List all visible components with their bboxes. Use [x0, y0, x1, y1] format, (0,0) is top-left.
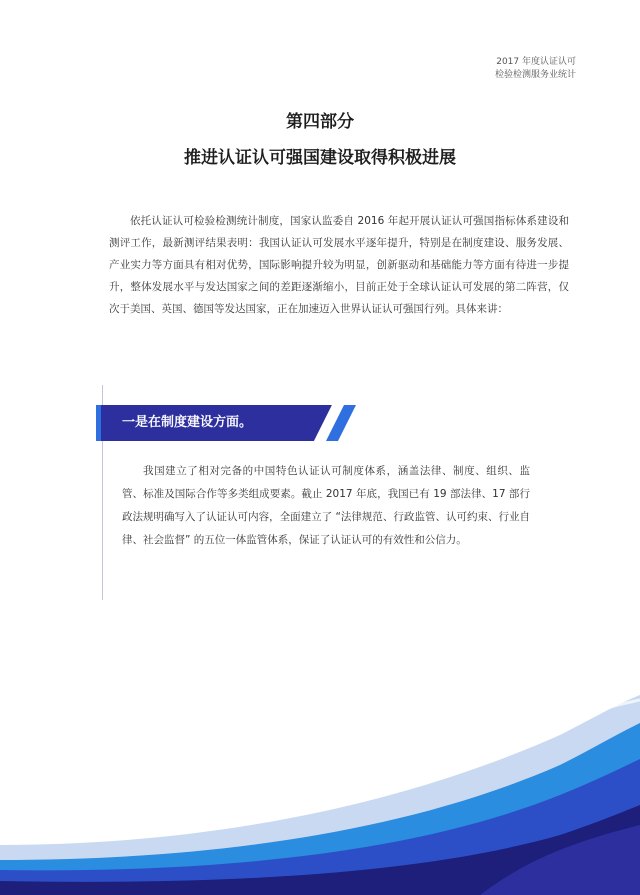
- banner-label: 一是在制度建设方面。: [122, 415, 253, 430]
- part-heading: 推进认证认可强国建设取得积极进展: [184, 148, 456, 168]
- decorative-waves: [0, 695, 640, 895]
- section-body-paragraph: 我国建立了相对完备的中国特色认证认可制度体系，涵盖法律、制度、组织、监管、标准及国际合作等多类组成要素。截止 2017 年底，我国已有 19 部法律、17 部行政法规明确写入了认证认可内容，全面建立了 “法律规范、行政监管、认可约束、行业自律、社会监督” 的五位一体监管体系，保证了认证认可的有效性和公信力。: [122, 465, 530, 546]
- intro-paragraph: 依托认证认可检验检测统计制度，国家认监委自 2016 年起开展认证认可强国指标体系建设和测评工作，最新测评结果表明：我国认证认可发展水平逐年提升，特别是在制度建设、服务发展、产业实力等方面具有相对优势，国际影响提升较为明显，创新驱动和基础能力等方面有待进一步提升，整体发展水平与发达国家之间的差距逐渐缩小，目前正处于全球认证认可发展的第二阵营，仅次于美国、英国、德国等发达国家，正在加速迈入世界认证认可强国行列。具体来讲：: [109, 215, 569, 315]
- document-header-meta: [495, 56, 576, 82]
- section-banner: [96, 405, 356, 441]
- section-title: [0, 110, 640, 170]
- header-line-year: 2017 年度认证认可: [496, 57, 576, 67]
- part-label: 第四部分: [286, 112, 354, 132]
- header-line-subject: 检验检测服务业统计: [494, 70, 576, 80]
